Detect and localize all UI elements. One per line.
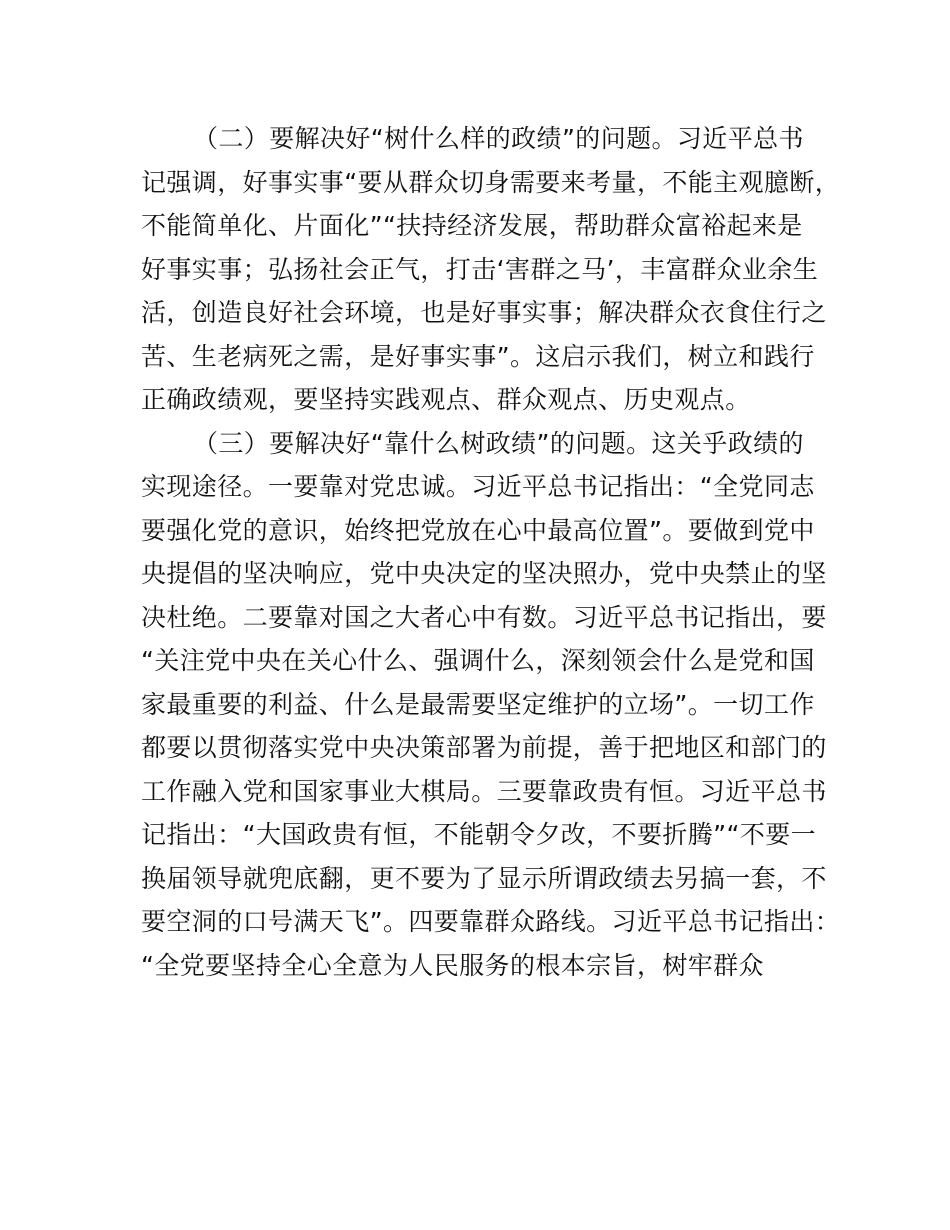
- text-line: 苦、生老病死之需，是好事实事”。这启示我们，树立和践行: [141, 341, 815, 371]
- text-line: 不能简单化、片面化”“扶持经济发展，帮助群众富裕起来是: [141, 211, 803, 240]
- text-line: 记强调，好事实事“要从群众切身需要来考量，不能主观臆断，: [141, 167, 841, 197]
- text-line: 正确政绩观，要坚持实践观点、群众观点、历史观点。: [141, 385, 751, 414]
- text-line: “关注党中央在关心什么、强调什么，深刻领会什么是党和国: [141, 646, 815, 675]
- body-text: [141, 117, 841, 987]
- text-line: （二）要解决好“树什么样的政绩”的问题。习近平总书: [193, 124, 804, 153]
- text-line: 实现途径。一要靠对党忠诚。习近平总书记指出：“全党同志: [141, 472, 815, 501]
- text-line: “全党要坚持全心全意为人民服务的根本宗旨，树牢群众: [141, 950, 764, 980]
- text-line: 工作融入党和国家事业大棋局。三要靠政贵有恒。习近平总书: [141, 776, 827, 806]
- text-line: 都要以贯彻落实党中央决策部署为前提，善于把地区和部门的: [141, 733, 827, 762]
- text-line: 要空洞的口号满天飞”。四要靠群众路线。习近平总书记指出：: [141, 907, 841, 936]
- paragraph-2: [141, 117, 841, 422]
- text-line: 央提倡的坚决响应，党中央决定的坚决照办，党中央禁止的坚: [141, 559, 827, 588]
- text-line: 记指出：“大国政贵有恒，不能朝令夕改，不要折腾”“不要一: [141, 820, 817, 849]
- text-line: 活，创造良好社会环境，也是好事实事；解决群众衣食住行之: [141, 298, 827, 327]
- text-line: 家最重要的利益、什么是最需要坚定维护的立场”。一切工作: [141, 689, 815, 719]
- text-line: 好事实事；弘扬社会正气，打击‘害群之马’，丰富群众业余生: [141, 254, 819, 284]
- text-line: （三）要解决好“靠什么树政绩”的问题。这关乎政绩的: [193, 428, 804, 458]
- text-line: 换届领导就兜底翻，更不要为了显示所谓政绩去另搞一套，不: [141, 863, 827, 893]
- text-line: 决杜绝。二要靠对国之大者心中有数。习近平总书记指出，要: [141, 602, 827, 632]
- paragraph-3: [141, 422, 841, 988]
- text-line: 要强化党的意识，始终把党放在心中最高位置”。要做到党中: [141, 515, 815, 545]
